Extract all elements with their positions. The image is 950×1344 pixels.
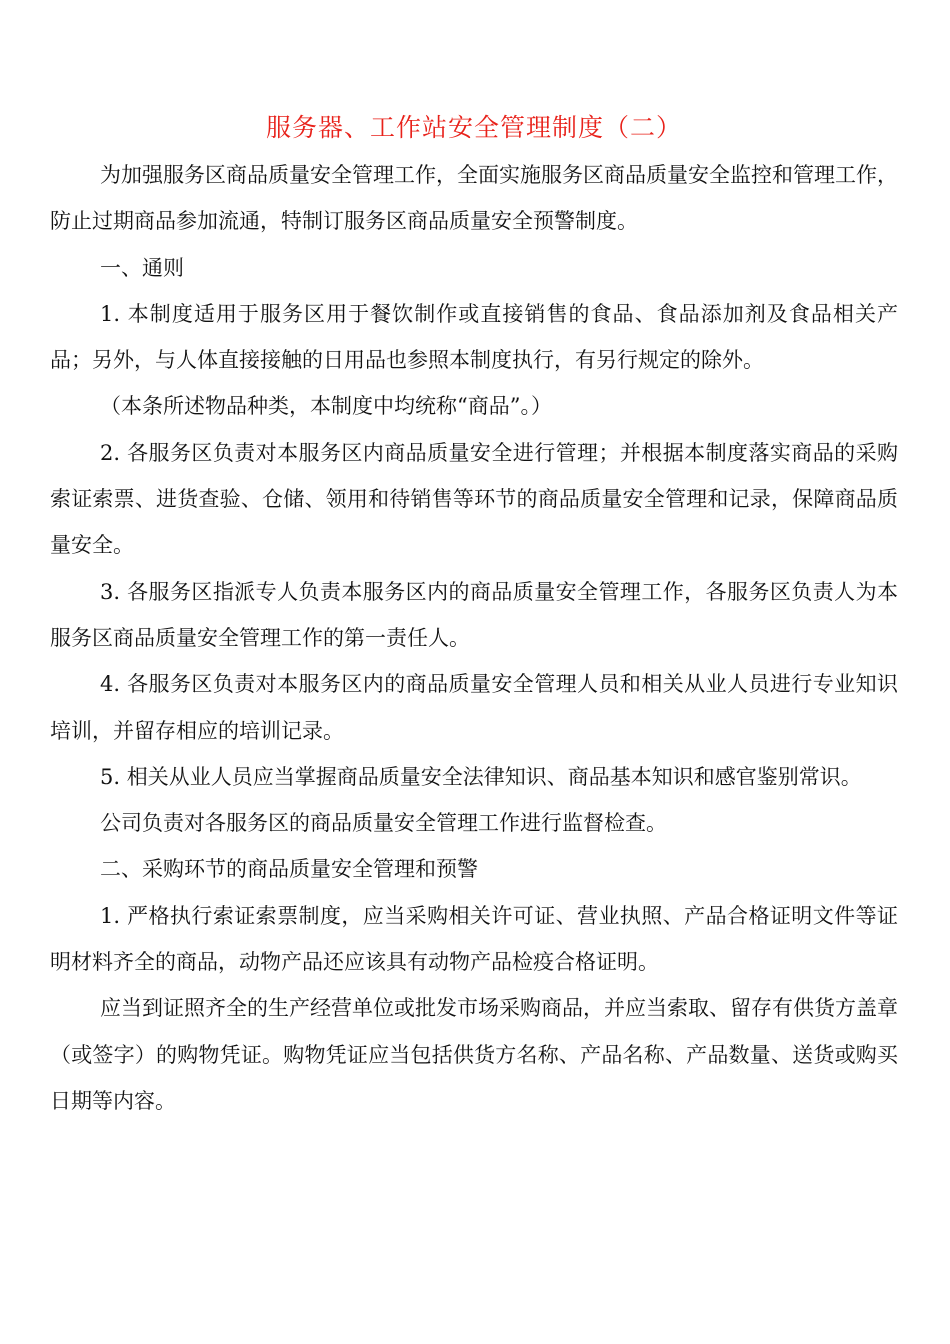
section-heading-procurement: 二、采购环节的商品质量安全管理和预警 [100, 857, 478, 882]
paragraph-intro: 为加强服务区商品质量安全管理工作，全面实施服务区商品质量安全监控和管理工作，防止过期商品参加流通，特制订服务区商品质量安全预警制度。 [50, 163, 898, 234]
paragraph-item-5: 5. 相关从业人员应当掌握商品质量安全法律知识、商品基本知识和感官鉴别常识。 [100, 764, 862, 789]
document-title: 服务器、工作站安全管理制度（二） [265, 113, 682, 142]
paragraph-item-1: 1. 本制度适用于服务区用于餐饮制作或直接销售的食品、食品添加剂及食品相关产品；另外，与人体直接接触的日用品也参照本制度执行，有另行规定的除外。 [50, 301, 898, 373]
paragraph-item-2: 2. 各服务区负责对本服务区内商品质量安全进行管理；并根据本制度落实商品的采购索证索票、进货查验、仓储、领用和待销售等环节的商品质量安全管理和记录，保障商品质量安全。 [50, 440, 898, 558]
paragraph-procurement-source: 应当到证照齐全的生产经营单位或批发市场采购商品，并应当索取、留存有供货方盖章（或签字）的购物凭证。购物凭证应当包括供货方名称、产品名称、产品数量、送货或购买日期等内容。 [50, 996, 898, 1113]
document-page [50, 106, 898, 1124]
paragraph-item-4: 4. 各服务区负责对本服务区内的商品质量安全管理人员和相关从业人员进行专业知识培训，并留存相应的培训记录。 [50, 672, 898, 743]
paragraph-supervision: 公司负责对各服务区的商品质量安全管理工作进行监督检查。 [100, 811, 667, 836]
paragraph-note: （本条所述物品种类，本制度中均统称“商品”。） [100, 394, 552, 419]
paragraph-procurement-1: 1. 严格执行索证索票制度，应当采购相关许可证、营业执照、产品合格证明文件等证明材料齐全的商品，动物产品还应该具有动物产品检疫合格证明。 [50, 903, 898, 975]
document-body [50, 152, 898, 1124]
paragraph-item-3: 3. 各服务区指派专人负责本服务区内的商品质量安全管理工作，各服务区负责人为本服务区商品质量安全管理工作的第一责任人。 [50, 579, 898, 650]
section-heading-general: 一、通则 [100, 255, 184, 280]
